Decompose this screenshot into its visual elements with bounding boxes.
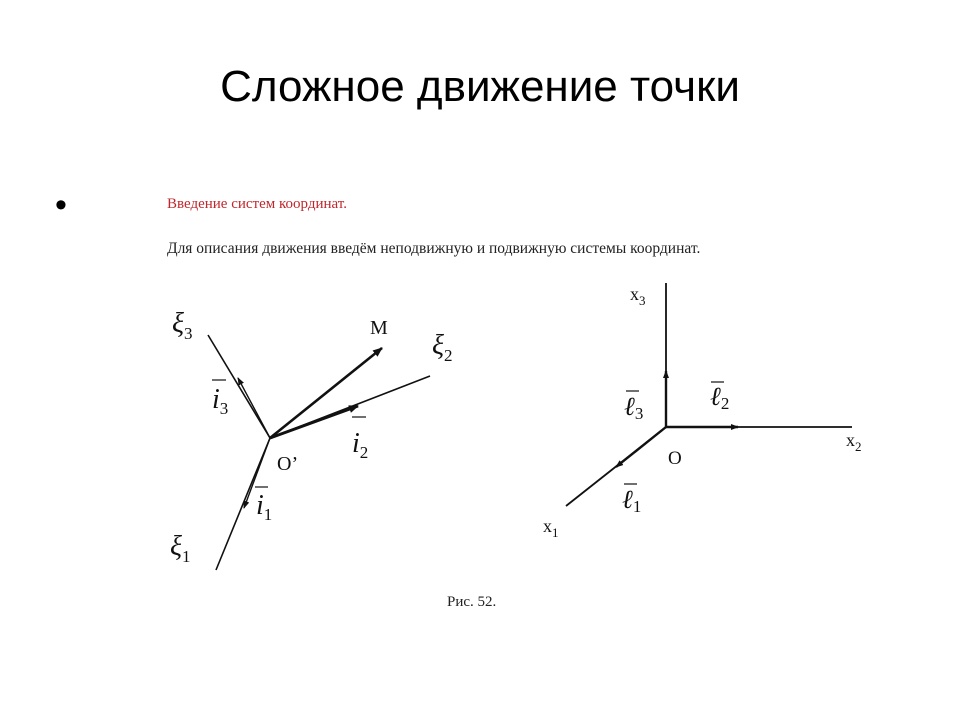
l3-label: ℓ3 — [624, 392, 644, 423]
l1-label: ℓ1 — [622, 485, 642, 516]
fixed-frame — [566, 283, 852, 506]
unit-vector-l1 — [616, 427, 666, 467]
unit-vector-i3 — [238, 378, 270, 438]
i1-label: $i_1$ — [256, 490, 273, 524]
x3-label: $x_3$ — [630, 284, 646, 308]
xi1-label: $\xi_1$ — [170, 531, 191, 566]
i3-label: $i_3$ — [212, 384, 229, 418]
figure-caption: Рис. 52. — [447, 594, 497, 610]
xi3-label: $\xi_3$ — [172, 308, 193, 343]
section-subtitle: Введение систем координат. — [167, 196, 347, 212]
origin-o-label: O — [668, 448, 682, 469]
origin-o-prime-label: O’ — [277, 453, 299, 475]
page-title: Сложное движение точки — [220, 62, 740, 111]
bullet-marker: • — [55, 186, 67, 224]
moving-frame — [208, 335, 430, 570]
point-m-label: M — [370, 317, 388, 339]
x1-label: $x_1$ — [543, 516, 559, 540]
xi2-label: $\xi_2$ — [432, 330, 453, 365]
x2-label: $x_2$ — [846, 430, 862, 454]
i2-label: $i_2$ — [352, 428, 369, 462]
unit-vector-i2 — [270, 406, 358, 438]
l2-label: ℓ2 — [710, 382, 730, 413]
description-paragraph: Для описания движения введём неподвижную и подвижную системы координат. — [167, 240, 701, 257]
vector-to-m — [270, 348, 382, 438]
